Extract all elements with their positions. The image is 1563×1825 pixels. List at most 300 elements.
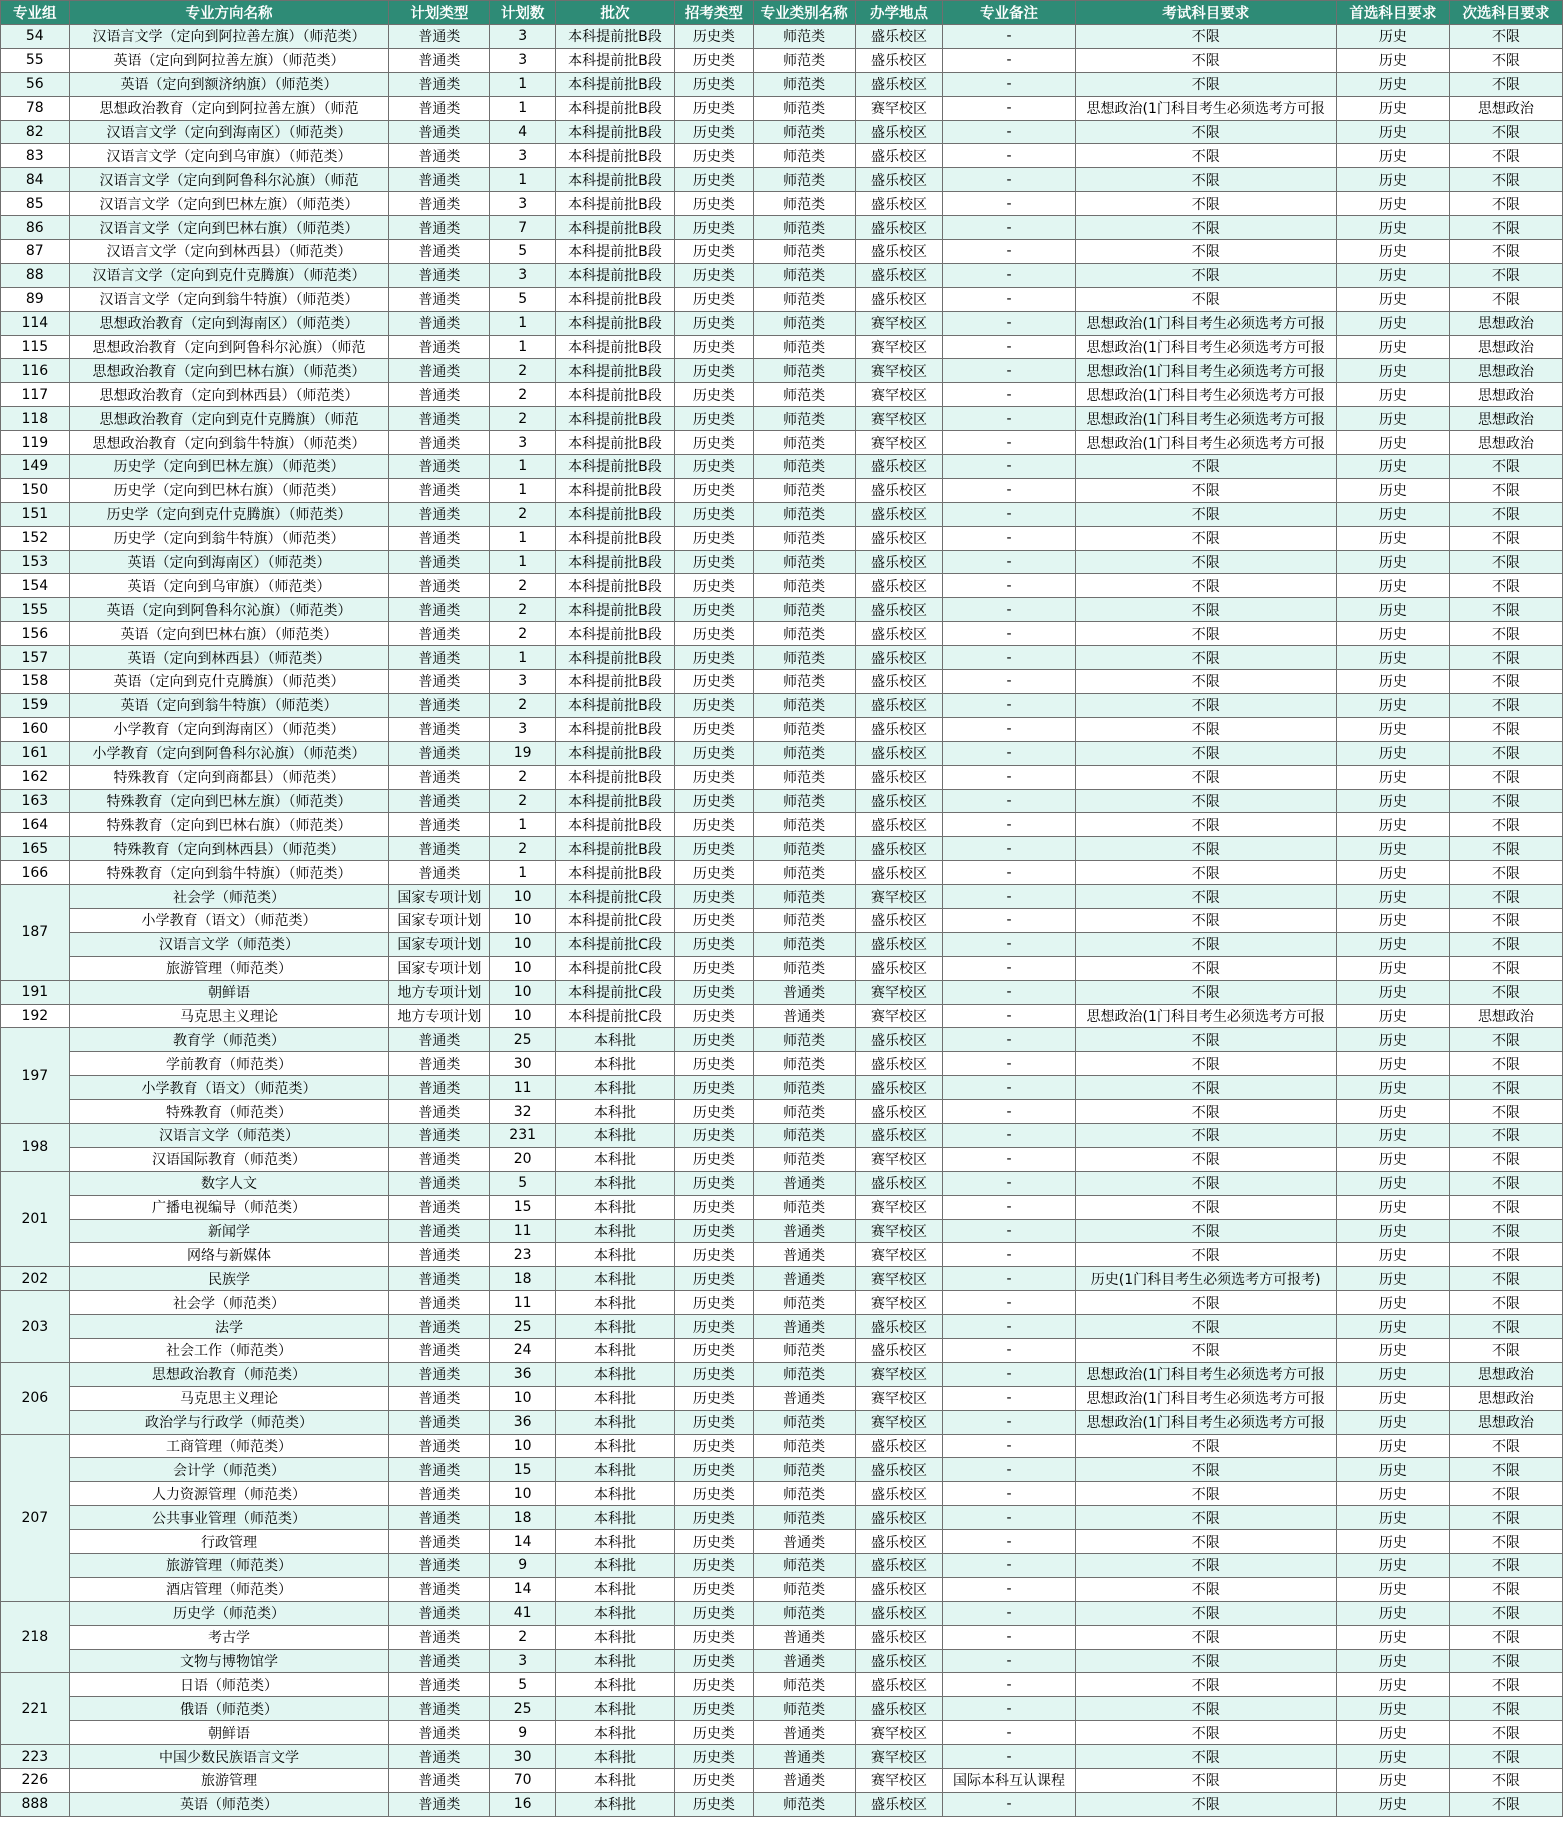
table-cell: 普通类 xyxy=(389,646,490,670)
group-cell: 153 xyxy=(1,550,70,574)
table-cell: 1 xyxy=(490,813,556,837)
table-cell: 本科提前批B段 xyxy=(555,431,674,455)
table-cell: 普通类 xyxy=(389,861,490,885)
table-cell: 赛罕校区 xyxy=(855,1721,943,1745)
table-cell: 历史 xyxy=(1336,885,1449,909)
table-cell: - xyxy=(943,813,1075,837)
table-cell: - xyxy=(943,311,1075,335)
table-cell: 1 xyxy=(490,335,556,359)
table-cell: 普通类 xyxy=(389,192,490,216)
group-cell: 149 xyxy=(1,455,70,479)
table-row xyxy=(1,407,1563,431)
table-cell: 2 xyxy=(490,359,556,383)
table-cell: - xyxy=(943,526,1075,550)
table-cell: 思想政治(1门科目考生必须选考方可报 xyxy=(1075,96,1336,120)
table-cell: 25 xyxy=(490,1697,556,1721)
table-cell: 不限 xyxy=(1449,1123,1562,1147)
table-cell: 普通类 xyxy=(389,1028,490,1052)
table-cell: 赛罕校区 xyxy=(855,885,943,909)
table-cell: 盛乐校区 xyxy=(855,1697,943,1721)
table-cell: 普通类 xyxy=(389,1506,490,1530)
table-cell: 3 xyxy=(490,670,556,694)
table-cell: 本科提前批B段 xyxy=(555,407,674,431)
table-cell: 历史类 xyxy=(675,1482,754,1506)
table-cell: 历史 xyxy=(1336,335,1449,359)
table-cell: 日语（师范类） xyxy=(69,1673,389,1697)
table-cell: 不限 xyxy=(1449,1267,1562,1291)
table-cell: 师范类 xyxy=(753,1673,855,1697)
table-cell: 历史类 xyxy=(675,25,754,49)
table-cell: 历史学（定向到克什克腾旗）（师范类） xyxy=(69,502,389,526)
table-cell: 历史 xyxy=(1336,908,1449,932)
table-cell: 30 xyxy=(490,1052,556,1076)
table-row xyxy=(1,670,1563,694)
table-cell: 历史 xyxy=(1336,1506,1449,1530)
table-cell: 本科提前批C段 xyxy=(555,980,674,1004)
table-cell: 师范类 xyxy=(753,478,855,502)
table-cell: 特殊教育（定向到林西县）（师范类） xyxy=(69,837,389,861)
group-cell: 89 xyxy=(1,287,70,311)
table-cell: 历史 xyxy=(1336,240,1449,264)
table-cell: 不限 xyxy=(1449,455,1562,479)
table-cell: 普通类 xyxy=(389,1649,490,1673)
table-cell: 历史类 xyxy=(675,407,754,431)
table-cell: 不限 xyxy=(1075,1338,1336,1362)
table-cell: - xyxy=(943,1458,1075,1482)
table-cell: 历史类 xyxy=(675,956,754,980)
table-cell: 盛乐校区 xyxy=(855,144,943,168)
table-cell: 本科批 xyxy=(555,1577,674,1601)
table-cell: 俄语（师范类） xyxy=(69,1697,389,1721)
table-cell: 10 xyxy=(490,885,556,909)
table-cell: 不限 xyxy=(1075,1434,1336,1458)
header-cell: 批次 xyxy=(555,1,674,25)
table-cell: 历史类 xyxy=(675,1100,754,1124)
table-row xyxy=(1,885,1563,909)
table-cell: 英语（定向到林西县）（师范类） xyxy=(69,646,389,670)
table-cell: 历史类 xyxy=(675,1769,754,1793)
table-cell: 思想政治(1门科目考生必须选考方可报 xyxy=(1075,1362,1336,1386)
table-cell: 普通类 xyxy=(389,1745,490,1769)
table-cell: 不限 xyxy=(1075,120,1336,144)
table-cell: 不限 xyxy=(1075,287,1336,311)
header-cell: 招考类型 xyxy=(675,1,754,25)
table-cell: 历史 xyxy=(1336,1697,1449,1721)
table-cell: 普通类 xyxy=(389,455,490,479)
table-row xyxy=(1,837,1563,861)
table-cell: - xyxy=(943,980,1075,1004)
table-cell: 不限 xyxy=(1449,1458,1562,1482)
table-cell: 本科提前批B段 xyxy=(555,25,674,49)
table-cell: 历史 xyxy=(1336,1721,1449,1745)
table-cell: 历史 xyxy=(1336,1601,1449,1625)
table-cell: 历史类 xyxy=(675,908,754,932)
table-cell: 历史类 xyxy=(675,1171,754,1195)
table-cell: 普通类 xyxy=(389,622,490,646)
table-cell: 普通类 xyxy=(389,359,490,383)
table-cell: 18 xyxy=(490,1267,556,1291)
table-cell: 不限 xyxy=(1075,1601,1336,1625)
table-cell: 历史 xyxy=(1336,1792,1449,1816)
table-cell: 国际本科互认课程 xyxy=(943,1769,1075,1793)
table-cell: - xyxy=(943,1052,1075,1076)
table-cell: - xyxy=(943,216,1075,240)
table-cell: 历史类 xyxy=(675,478,754,502)
table-cell: 不限 xyxy=(1075,1482,1336,1506)
table-cell: 历史 xyxy=(1336,1673,1449,1697)
table-cell: 思想政治教育（定向到海南区）（师范类） xyxy=(69,311,389,335)
table-cell: 历史类 xyxy=(675,1315,754,1339)
table-cell: 国家专项计划 xyxy=(389,956,490,980)
table-cell: 本科提前批B段 xyxy=(555,120,674,144)
table-cell: 不限 xyxy=(1449,502,1562,526)
table-cell: 历史类 xyxy=(675,813,754,837)
table-cell: 历史 xyxy=(1336,1530,1449,1554)
table-row xyxy=(1,287,1563,311)
group-cell: 55 xyxy=(1,48,70,72)
table-cell: 历史 xyxy=(1336,837,1449,861)
table-cell: 赛罕校区 xyxy=(855,359,943,383)
table-cell: 不限 xyxy=(1075,240,1336,264)
table-cell: 2 xyxy=(490,407,556,431)
table-cell: 历史学（定向到翁牛特旗）（师范类） xyxy=(69,526,389,550)
group-cell: 114 xyxy=(1,311,70,335)
group-cell: 154 xyxy=(1,574,70,598)
group-cell: 87 xyxy=(1,240,70,264)
table-cell: 历史 xyxy=(1336,526,1449,550)
table-cell: 普通类 xyxy=(389,502,490,526)
table-cell: 不限 xyxy=(1075,1171,1336,1195)
group-cell: 156 xyxy=(1,622,70,646)
table-cell: - xyxy=(943,693,1075,717)
table-cell: 普通类 xyxy=(389,1315,490,1339)
table-cell: 本科提前批B段 xyxy=(555,168,674,192)
table-cell: 不限 xyxy=(1075,1721,1336,1745)
table-row xyxy=(1,1171,1563,1195)
table-cell: 历史 xyxy=(1336,383,1449,407)
table-cell: 历史学（定向到巴林右旗）（师范类） xyxy=(69,478,389,502)
table-cell: 10 xyxy=(490,956,556,980)
table-cell: 师范类 xyxy=(753,25,855,49)
table-cell: 师范类 xyxy=(753,1410,855,1434)
table-cell: 不限 xyxy=(1075,1243,1336,1267)
table-cell: 不限 xyxy=(1075,168,1336,192)
table-cell: 盛乐校区 xyxy=(855,25,943,49)
table-cell: 不限 xyxy=(1449,1625,1562,1649)
table-cell: 普通类 xyxy=(753,1649,855,1673)
table-cell: 3 xyxy=(490,192,556,216)
table-row xyxy=(1,813,1563,837)
table-cell: - xyxy=(943,1338,1075,1362)
table-cell: 盛乐校区 xyxy=(855,240,943,264)
table-cell: 历史 xyxy=(1336,48,1449,72)
group-cell: 83 xyxy=(1,144,70,168)
table-row xyxy=(1,1458,1563,1482)
table-cell: 普通类 xyxy=(389,1721,490,1745)
table-cell: - xyxy=(943,1219,1075,1243)
table-cell: 不限 xyxy=(1075,1506,1336,1530)
table-cell: 本科批 xyxy=(555,1171,674,1195)
table-cell: 不限 xyxy=(1449,1243,1562,1267)
table-cell: 师范类 xyxy=(753,1100,855,1124)
table-cell: 不限 xyxy=(1449,1601,1562,1625)
table-cell: 历史 xyxy=(1336,861,1449,885)
table-cell: 历史 xyxy=(1336,1554,1449,1578)
table-cell: 不限 xyxy=(1449,1315,1562,1339)
table-row xyxy=(1,574,1563,598)
table-cell: - xyxy=(943,717,1075,741)
table-cell: 师范类 xyxy=(753,526,855,550)
table-cell: - xyxy=(943,622,1075,646)
table-cell: 赛罕校区 xyxy=(855,335,943,359)
table-cell: 不限 xyxy=(1449,908,1562,932)
table-cell: 师范类 xyxy=(753,1577,855,1601)
table-cell: 历史类 xyxy=(675,502,754,526)
table-cell: 普通类 xyxy=(753,1745,855,1769)
table-cell: 历史 xyxy=(1336,1745,1449,1769)
table-cell: 历史 xyxy=(1336,1458,1449,1482)
table-cell: 师范类 xyxy=(753,359,855,383)
table-cell: 不限 xyxy=(1075,598,1336,622)
table-cell: 历史 xyxy=(1336,693,1449,717)
table-cell: - xyxy=(943,1506,1075,1530)
table-cell: 工商管理（师范类） xyxy=(69,1434,389,1458)
table-cell: 师范类 xyxy=(753,1291,855,1315)
table-row xyxy=(1,216,1563,240)
table-cell: 本科提前批B段 xyxy=(555,526,674,550)
table-cell: 3 xyxy=(490,717,556,741)
table-cell: 普通类 xyxy=(389,813,490,837)
table-cell: 本科批 xyxy=(555,1267,674,1291)
table-cell: 本科批 xyxy=(555,1100,674,1124)
table-cell: 不限 xyxy=(1449,932,1562,956)
table-cell: 本科提前批B段 xyxy=(555,598,674,622)
table-cell: 普通类 xyxy=(389,1792,490,1816)
table-cell: 普通类 xyxy=(389,1625,490,1649)
table-cell: 师范类 xyxy=(753,240,855,264)
table-cell: 普通类 xyxy=(389,25,490,49)
table-cell: 不限 xyxy=(1075,1123,1336,1147)
table-cell: 普通类 xyxy=(753,1267,855,1291)
group-cell: 86 xyxy=(1,216,70,240)
table-cell: 不限 xyxy=(1075,646,1336,670)
table-cell: 11 xyxy=(490,1076,556,1100)
table-cell: 不限 xyxy=(1075,1673,1336,1697)
table-cell: 思想政治教育（定向到巴林右旗）（师范类） xyxy=(69,359,389,383)
table-cell: 本科批 xyxy=(555,1410,674,1434)
group-cell: 206 xyxy=(1,1362,70,1434)
table-cell: 普通类 xyxy=(389,72,490,96)
table-cell: 本科提前批B段 xyxy=(555,311,674,335)
table-cell: 历史类 xyxy=(675,670,754,694)
table-cell: 不限 xyxy=(1449,1673,1562,1697)
table-cell: 普通类 xyxy=(389,1219,490,1243)
table-cell: 盛乐校区 xyxy=(855,263,943,287)
table-cell: 英语（定向到乌审旗）（师范类） xyxy=(69,574,389,598)
table-cell: 历史 xyxy=(1336,932,1449,956)
table-row xyxy=(1,908,1563,932)
table-cell: - xyxy=(943,359,1075,383)
table-cell: 政治学与行政学（师范类） xyxy=(69,1410,389,1434)
table-cell: 师范类 xyxy=(753,813,855,837)
group-cell: 117 xyxy=(1,383,70,407)
table-cell: 本科提前批B段 xyxy=(555,192,674,216)
table-row xyxy=(1,1147,1563,1171)
table-cell: - xyxy=(943,1100,1075,1124)
group-cell: 155 xyxy=(1,598,70,622)
group-cell: 54 xyxy=(1,25,70,49)
table-cell: 5 xyxy=(490,1673,556,1697)
table-cell: 历史 xyxy=(1336,980,1449,1004)
table-row xyxy=(1,717,1563,741)
table-cell: 普通类 xyxy=(389,717,490,741)
table-cell: 师范类 xyxy=(753,550,855,574)
table-cell: 不限 xyxy=(1449,885,1562,909)
table-cell: 盛乐校区 xyxy=(855,908,943,932)
table-cell: 思想政治(1门科目考生必须选考方可报 xyxy=(1075,1386,1336,1410)
header-cell: 考试科目要求 xyxy=(1075,1,1336,25)
table-cell: 盛乐校区 xyxy=(855,120,943,144)
table-row xyxy=(1,1649,1563,1673)
table-cell: 盛乐校区 xyxy=(855,216,943,240)
table-cell: 2 xyxy=(490,789,556,813)
table-cell: - xyxy=(943,383,1075,407)
table-cell: 历史类 xyxy=(675,1792,754,1816)
table-cell: 汉语言文学（定向到乌审旗）（师范类） xyxy=(69,144,389,168)
table-cell: 历史 xyxy=(1336,1147,1449,1171)
table-cell: 历史 xyxy=(1336,311,1449,335)
table-cell: 国家专项计划 xyxy=(389,908,490,932)
table-cell: 师范类 xyxy=(753,789,855,813)
table-cell: 师范类 xyxy=(753,1458,855,1482)
table-cell: - xyxy=(943,144,1075,168)
group-cell: 151 xyxy=(1,502,70,526)
table-cell: 不限 xyxy=(1075,861,1336,885)
table-cell: 小学教育（语文）（师范类） xyxy=(69,908,389,932)
table-cell: 旅游管理（师范类） xyxy=(69,956,389,980)
group-cell: 187 xyxy=(1,885,70,981)
table-cell: 英语（师范类） xyxy=(69,1792,389,1816)
table-cell: 盛乐校区 xyxy=(855,1028,943,1052)
table-cell: 思想政治 xyxy=(1449,1004,1562,1028)
table-cell: 小学教育（定向到阿鲁科尔沁旗）（师范类） xyxy=(69,741,389,765)
group-cell: 160 xyxy=(1,717,70,741)
table-cell: 盛乐校区 xyxy=(855,956,943,980)
table-cell: 不限 xyxy=(1449,287,1562,311)
table-cell: 盛乐校区 xyxy=(855,741,943,765)
table-cell: 不限 xyxy=(1075,1315,1336,1339)
table-cell: 不限 xyxy=(1075,1745,1336,1769)
table-cell: 本科提前批B段 xyxy=(555,478,674,502)
table-cell: 不限 xyxy=(1075,25,1336,49)
group-cell: 85 xyxy=(1,192,70,216)
table-cell: 历史类 xyxy=(675,311,754,335)
table-cell: 不限 xyxy=(1449,693,1562,717)
table-cell: 盛乐校区 xyxy=(855,1506,943,1530)
table-cell: 师范类 xyxy=(753,144,855,168)
table-cell: 普通类 xyxy=(389,598,490,622)
table-body xyxy=(1,25,1563,1817)
table-cell: 历史 xyxy=(1336,1625,1449,1649)
table-cell: 本科批 xyxy=(555,1291,674,1315)
table-cell: 不限 xyxy=(1075,837,1336,861)
table-cell: 盛乐校区 xyxy=(855,837,943,861)
table-cell: - xyxy=(943,1171,1075,1195)
table-cell: 思想政治 xyxy=(1449,383,1562,407)
table-cell: 历史类 xyxy=(675,455,754,479)
table-cell: 不限 xyxy=(1449,1076,1562,1100)
group-cell: 192 xyxy=(1,1004,70,1028)
table-cell: - xyxy=(943,1147,1075,1171)
table-cell: 历史类 xyxy=(675,1410,754,1434)
table-cell: 不限 xyxy=(1449,813,1562,837)
table-row xyxy=(1,932,1563,956)
table-cell: 历史类 xyxy=(675,1076,754,1100)
table-cell: 本科批 xyxy=(555,1673,674,1697)
table-cell: 普通类 xyxy=(389,335,490,359)
table-cell: 历史类 xyxy=(675,1147,754,1171)
table-cell: 不限 xyxy=(1449,1100,1562,1124)
table-cell: 本科提前批C段 xyxy=(555,932,674,956)
table-cell: 本科批 xyxy=(555,1769,674,1793)
table-cell: 历史 xyxy=(1336,1577,1449,1601)
table-cell: 10 xyxy=(490,980,556,1004)
table-cell: 思想政治(1门科目考生必须选考方可报 xyxy=(1075,431,1336,455)
table-cell: 赛罕校区 xyxy=(855,1410,943,1434)
table-cell: 2 xyxy=(490,383,556,407)
table-cell: 旅游管理（师范类） xyxy=(69,1554,389,1578)
table-cell: 盛乐校区 xyxy=(855,1100,943,1124)
table-cell: - xyxy=(943,1362,1075,1386)
table-cell: 酒店管理（师范类） xyxy=(69,1577,389,1601)
table-cell: 普通类 xyxy=(389,216,490,240)
table-cell: 思想政治(1门科目考生必须选考方可报 xyxy=(1075,407,1336,431)
table-cell: - xyxy=(943,1315,1075,1339)
table-cell: 赛罕校区 xyxy=(855,407,943,431)
table-cell: 本科批 xyxy=(555,1338,674,1362)
table-cell: 赛罕校区 xyxy=(855,1219,943,1243)
table-cell: - xyxy=(943,837,1075,861)
table-cell: 普通类 xyxy=(389,1482,490,1506)
table-cell: 历史类 xyxy=(675,1243,754,1267)
table-cell: 盛乐校区 xyxy=(855,1530,943,1554)
table-cell: - xyxy=(943,287,1075,311)
table-cell: 英语（定向到额济纳旗）（师范类） xyxy=(69,72,389,96)
table-cell: 历史类 xyxy=(675,932,754,956)
table-row xyxy=(1,1410,1563,1434)
table-cell: 普通类 xyxy=(389,1267,490,1291)
table-cell: 社会学（师范类） xyxy=(69,885,389,909)
table-cell: 不限 xyxy=(1075,908,1336,932)
table-cell: 不限 xyxy=(1449,1171,1562,1195)
table-cell: 历史 xyxy=(1336,1004,1449,1028)
table-row xyxy=(1,1386,1563,1410)
table-cell: 师范类 xyxy=(753,1123,855,1147)
table-cell: 不限 xyxy=(1075,980,1336,1004)
table-row xyxy=(1,1267,1563,1291)
table-row xyxy=(1,48,1563,72)
group-cell: 218 xyxy=(1,1601,70,1673)
table-cell: 师范类 xyxy=(753,1338,855,1362)
table-cell: - xyxy=(943,1673,1075,1697)
table-cell: 盛乐校区 xyxy=(855,693,943,717)
table-row xyxy=(1,502,1563,526)
table-cell: 历史 xyxy=(1336,1649,1449,1673)
table-cell: 本科提前批B段 xyxy=(555,335,674,359)
table-cell: 思想政治 xyxy=(1449,96,1562,120)
table-cell: 广播电视编导（师范类） xyxy=(69,1195,389,1219)
table-cell: 盛乐校区 xyxy=(855,192,943,216)
